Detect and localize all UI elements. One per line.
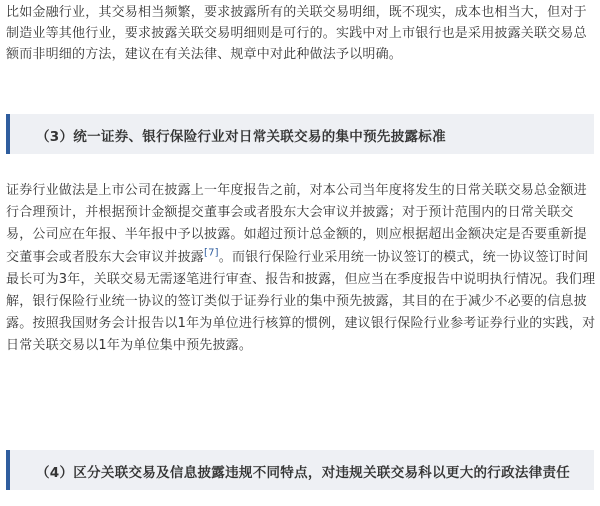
section-heading-4 bbox=[6, 450, 594, 490]
paragraph-related-party-detail: 比如金融行业，其交易相当频繁，要求披露所有的关联交易明细，既不现实，成本也相当大，但对于制造业等其他行业，要求披露关联交易明细则是可行的。实践中对上市银行也是采用披露关联交易总额而非明细的方法，建议在有关法律、规章中对此种做法予以明确。 bbox=[6, 5, 587, 62]
footnote-reference-link[interactable]: [7] bbox=[204, 247, 219, 259]
section-heading-4-text: （4）区分关联交易及信息披露违规不同特点，对违规关联交易科以更大的行政法律责任 bbox=[36, 465, 571, 481]
section-heading-3-text: （3）统一证券、银行保险行业对日常关联交易的集中预先披露标准 bbox=[36, 129, 446, 145]
paragraph-securities-vs-banking bbox=[6, 180, 596, 358]
paragraph-securities-part1: 证券行业做法是上市公司在披露上一年度报告之前，对本公司当年度将发生的日常关联交易总金额进行合理预计，并根据预计金额提交董事会或者股东大会审议并披露；对于预计范围内的日常关联交易，公司应在年报、半年报中予以披露。如超过预计总金额的，则应根据超出金额决定是否要重新提交董事会或者股东大会审议并披露 bbox=[6, 183, 587, 265]
section-heading-3 bbox=[6, 114, 594, 154]
paragraph-banking-part2: 。而银行保险行业采用统一协议签订的模式，统一协议签订时间最长可为3年，关联交易无需逐笔进行审查、报告和披露，但应当在季度报告中说明执行情况。我们理解，银行保险行业统一协议的签订类似于证券行业的集中预先披露，其目的在于减少不必要的信息披露。按照我国财务会计报告以1年为单位进行核算的惯例，建议银行保险行业参考证券行业的实践，对日常关联交易以1年为单位集中预先披露。 bbox=[6, 249, 596, 354]
